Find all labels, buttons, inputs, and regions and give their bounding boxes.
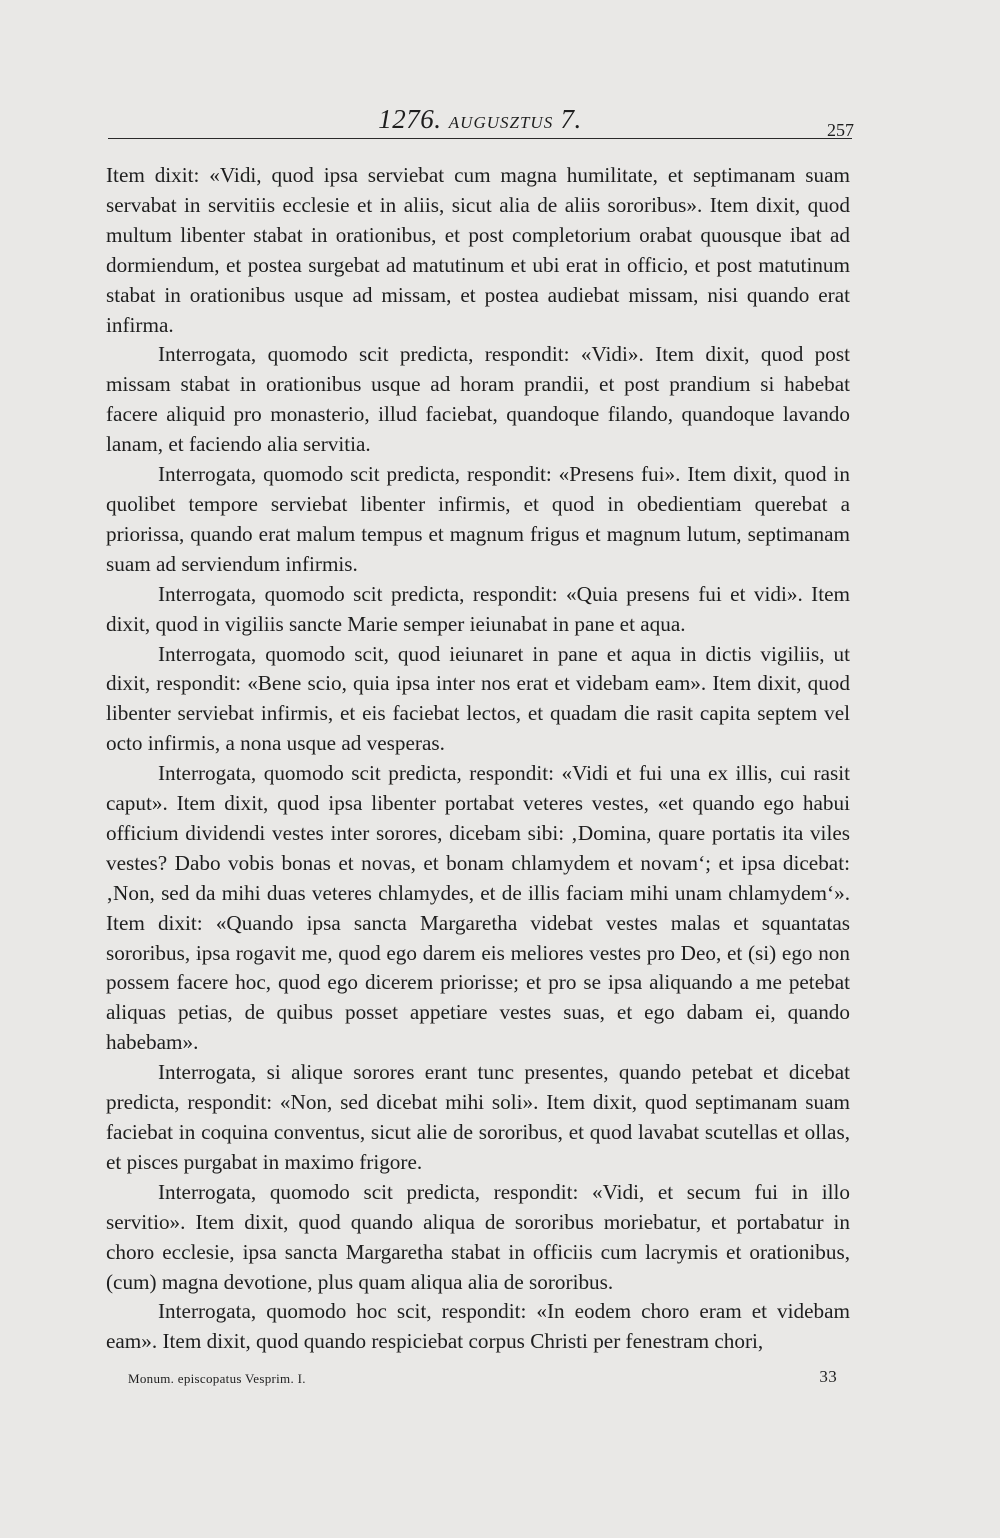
running-title xyxy=(108,104,852,135)
footer-signature: Monum. episcopatus Vesprim. I. xyxy=(128,1371,306,1386)
paragraph: Interrogata, quomodo scit predicta, respondit: «Vidi». Item dixit, quod post missam stabat in orationibus usque ad horam prandii, et post prandium si habebat facere aliquid pro monasterio, illud faciebat, quandoque filando, quandoque lavando lanam, et faciendo alia servitia. xyxy=(106,342,850,457)
paragraph: Interrogata, si alique sorores erant tunc presentes, quando petebat et dicebat predicta, respondit: «Non, sed dicebat mihi soli». Item dixit, quod septimanam suam faciebat in coquina conventus, sicut alie de sororibus, et quod lavabat scutellas et ollas, et pisces purgabat in maximo frigore. xyxy=(106,1060,850,1174)
paragraph: Interrogata, quomodo hoc scit, respondit: «In eodem choro eram et videbam eam». Item dixit, quod quando respiciebat corpus Christi per fenestram chori, xyxy=(106,1299,850,1354)
page-number: 257 xyxy=(827,120,854,140)
page-footer xyxy=(128,1367,837,1391)
header-month: AUGUSZTUS xyxy=(448,113,554,132)
sheet-number: 33 xyxy=(819,1367,837,1386)
document-body xyxy=(106,161,850,1357)
paragraph: Interrogata, quomodo scit predicta, respondit: «Vidi et fui una ex illis, cui rasit caput». Item dixit, quod ipsa libenter portabat veteres vestes, «et quando ego habui officium dividendi vestes inter sorores, dicebam sibi: ‚Domina, quare portatis ita viles vestes? Dabo vobis bonas et novas, et bonam chlamydem et novam‘; et ipsa dicebat: ‚Non, sed da mihi duas veteres chlamydes, et de illis faciam mihi unam chlamydem‘». Item dixit: «Quando ipsa sancta Margaretha videbat vestes malas et squantatas sororibus, ipsa rogavit me, quod ego darem eis meliores vestes pro Deo, et (si) ego non possem facere hoc, quod ego dicerem priorisse; et pro se ipsa aliquando a me petebat aliquas petias, de quibus posset appetiare vestes suas, et ego dabam ei, quando habebam». xyxy=(106,761,850,1055)
header-date: 1276. xyxy=(378,104,442,134)
page-header xyxy=(108,104,852,144)
paragraph: Interrogata, quomodo scit predicta, respondit: «Quia presens fui et vidi». Item dixit, quod in vigiliis sancte Marie semper ieiunabat in pane et aqua. xyxy=(106,581,850,636)
paragraph: Interrogata, quomodo scit predicta, respondit: «Vidi, et secum fui in illo servitio». Item dixit, quod quando aliqua de sororibus moriebatur, et portabatur in choro ecclesie, ipsa sancta Margaretha stabat in officiis cum lacrymis et orationibus, (cum) magna devotione, plus quam aliqua alia de sororibus. xyxy=(106,1179,850,1294)
paragraph: Interrogata, quomodo scit predicta, respondit: «Presens fui». Item dixit, quod in quolibet tempore serviebat libenter infirmis, et quod in obedientiam querebat a priorissa, quando erat malum tempus et magnum frigus et magnum lutum, septimanam suam ad serviendum infirmis. xyxy=(106,462,850,576)
header-day: 7. xyxy=(560,104,582,134)
paragraph: Item dixit: «Vidi, quod ipsa serviebat cum magna humilitate, et septimanam suam servabat in servitiis ecclesie et in aliis, sicut alia de aliis sororibus». Item dixit, quod multum libenter stabat in orationibus, et post completorium orabat quousque ibat ad dormiendum, et postea surgebat ad matutinum et ubi erat in officio, et post matutinum stabat in orationibus usque ad missam, et postea audiebat missam, nisi quando erat infirma. xyxy=(106,163,850,337)
paragraph: Interrogata, quomodo scit, quod ieiunaret in pane et aqua in dictis vigiliis, ut dixit, respondit: «Bene scio, quia ipsa inter nos erat et videbam eam». Item dixit, quod libenter serviebat infirmis, et eis faciebat lectos, et quadam die rasit capita septem vel octo infirmis, a nona usque ad vesperas. xyxy=(106,641,850,756)
header-rule xyxy=(108,138,852,139)
